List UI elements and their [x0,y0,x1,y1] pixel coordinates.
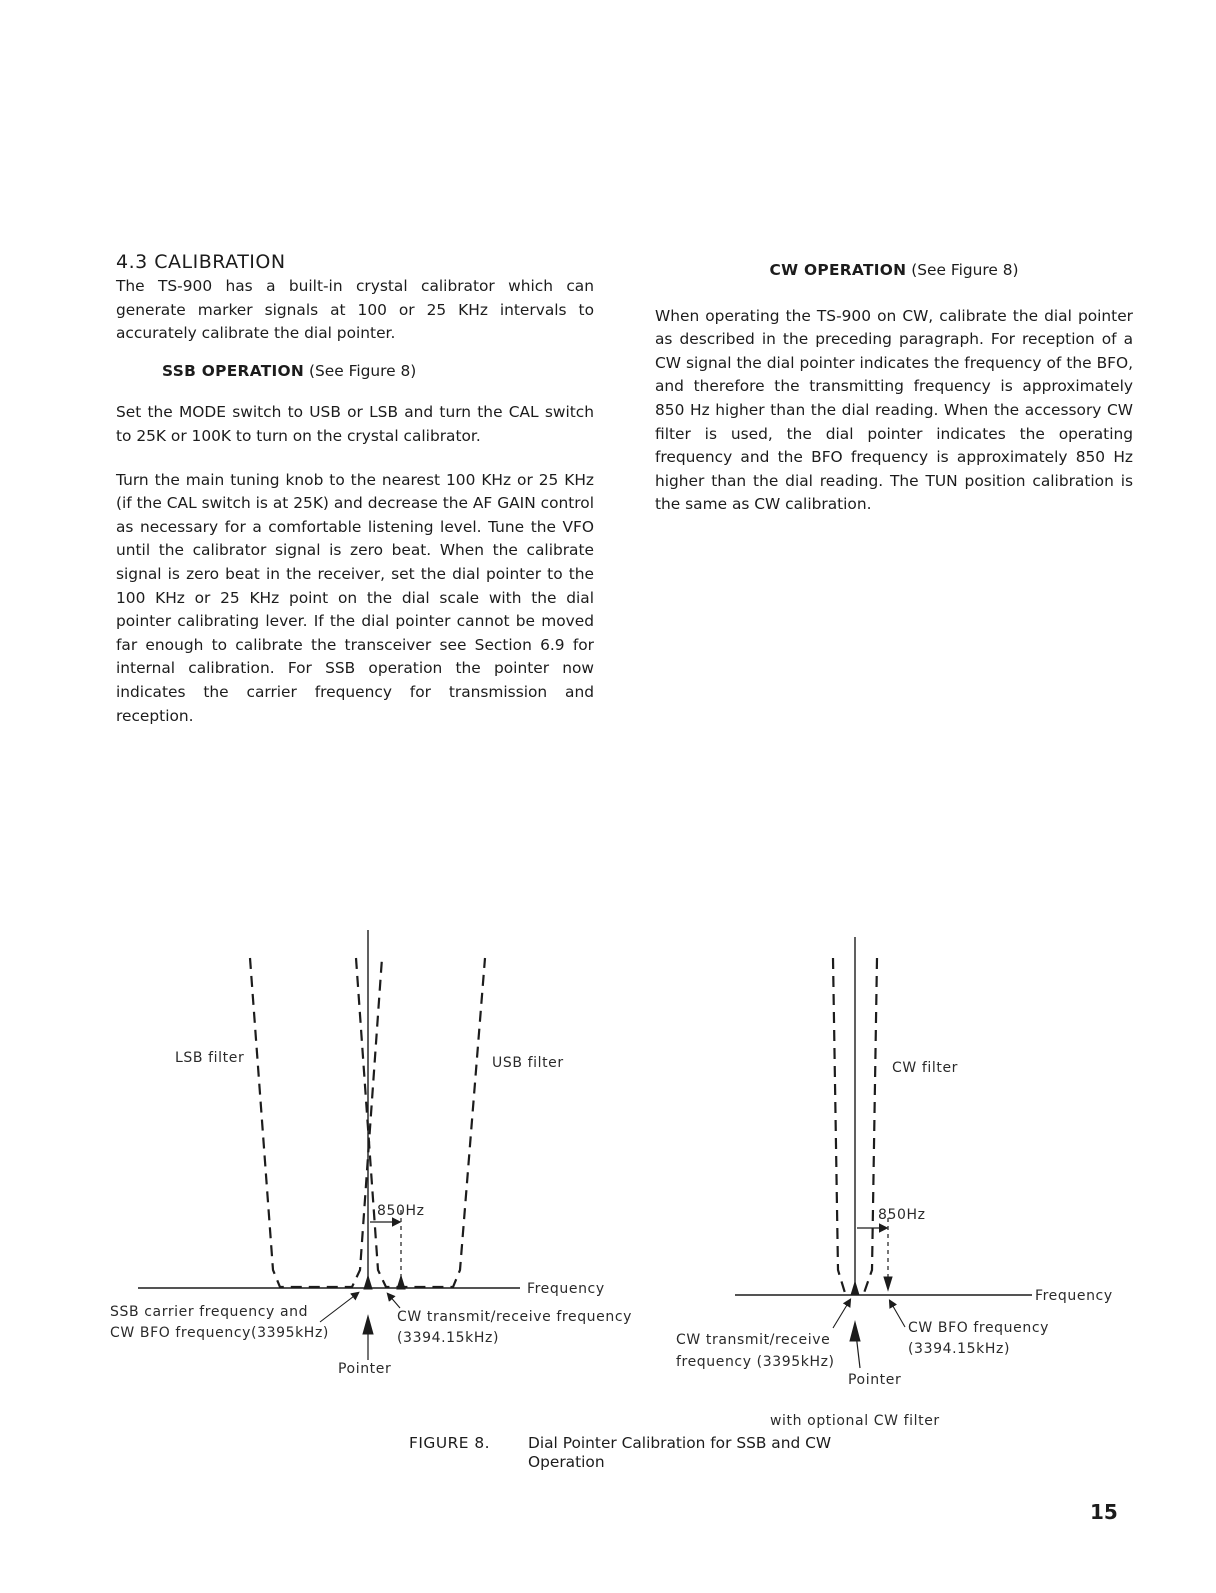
ssb-diagram [138,930,520,1360]
section-title: 4.3 CALIBRATION [116,251,286,273]
usb-filter-label: USB filter [492,1055,564,1071]
ssb-heading-ref: (See Figure 8) [304,361,417,380]
cw-note-label: with optional CW filter [770,1413,940,1429]
cw-tr-label-2: (3394.15kHz) [397,1330,500,1346]
caption-text: Dial Pointer Calibration for SSB and CW Operation [528,1434,832,1471]
ssb-carrier-label-1: SSB carrier frequency and [110,1304,309,1320]
lsb-filter-label: LSB filter [175,1050,245,1066]
cw-tr2-label-2: frequency (3395kHz) [676,1354,835,1370]
cw-axis-label: Frequency [1035,1288,1113,1304]
cw-heading-ref: (See Figure 8) [906,261,1019,279]
lsb-filter-curve [250,958,382,1287]
usb-filter-curve [356,958,485,1287]
bfo-marker [884,1277,892,1290]
bfo-label-2: (3394.15kHz) [908,1341,1011,1357]
cw-pointer-label: Pointer [848,1372,902,1388]
ssb-carrier-marker [364,1276,372,1289]
ssb-850hz-label: 850Hz [377,1203,425,1219]
cw-heading-text: CW OPERATION [769,261,907,279]
cw-pointer-arrowhead [850,1322,860,1341]
ssb-carrier-label-2: CW BFO frequency(3395kHz) [110,1325,329,1341]
ssb-pointer-label: Pointer [338,1361,392,1377]
cw-leader-line [388,1294,400,1308]
ssb-heading-text: SSB OPERATION [162,361,305,380]
cw-paragraph: When operating the TS-900 on CW, calibrate the dial pointer as described in the preceding paragraph. For reception of a CW signal the dial pointer indicates the frequency of the BFO, and therefore the transmitting frequency is approximately 850 Hz higher than the dial reading. When the accessory CW filter is used, the dial pointer indicates the operating frequency and the BFO frequency is approximately 850 Hz higher than the dial reading. The TUN position calibration is the same as CW calibration. [655,306,1133,514]
cw-diagram [735,937,1032,1368]
caption-number: FIGURE 8. [409,1434,491,1452]
ssb-axis-label: Frequency [527,1281,605,1297]
cw-tr2-label-1: CW transmit/receive [676,1332,831,1348]
cw-filter-curve-left [833,958,845,1293]
cw-frequency-marker [397,1276,405,1289]
cw-tr-leader-line [833,1300,850,1328]
cw-filter-label: CW filter [892,1060,959,1076]
bfo-leader-line [890,1301,905,1327]
cw-tr-label-1: CW transmit/receive frequency [397,1309,633,1325]
ssb-paragraph-2: Turn the main tuning knob to the nearest 100 KHz or 25 KHz (if the CAL switch is at 25K) and decrease the AF GAIN control as necessary for a comfortable listening level. Tune the VFO until the calibrator signal is zero beat. When the calibrate signal is zero beat in the receiver, set the dial pointer to the 100 KHz or 25 KHz point on the dial scale with the dial pointer calibrating lever. If the dial pointer cannot be moved far enough to calibrate the transceiver see Section 6.9 for internal calibration. For SSB operation the pointer now indicates the carrier frequency for transmission and reception. [116,470,594,725]
ssb-pointer-arrowhead [363,1316,373,1334]
bfo-label-1: CW BFO frequency [908,1320,1050,1336]
intro-paragraph: The TS-900 has a built-in crystal calibrator which can generate marker signals at 100 or 25 KHz intervals to accurately calibrate the dial pointer. [116,277,594,343]
ssb-paragraph-1: Set the MODE switch to USB or LSB and turn the CAL switch to 25K or 100K to turn on the crystal calibrator. [116,403,594,445]
page-number: 15 [1090,1500,1118,1524]
carrier-leader-line [320,1293,358,1322]
cw-filter-curve-right [864,958,877,1293]
cw-pointer-marker [851,1282,859,1295]
cw-850hz-label: 850Hz [878,1207,926,1223]
